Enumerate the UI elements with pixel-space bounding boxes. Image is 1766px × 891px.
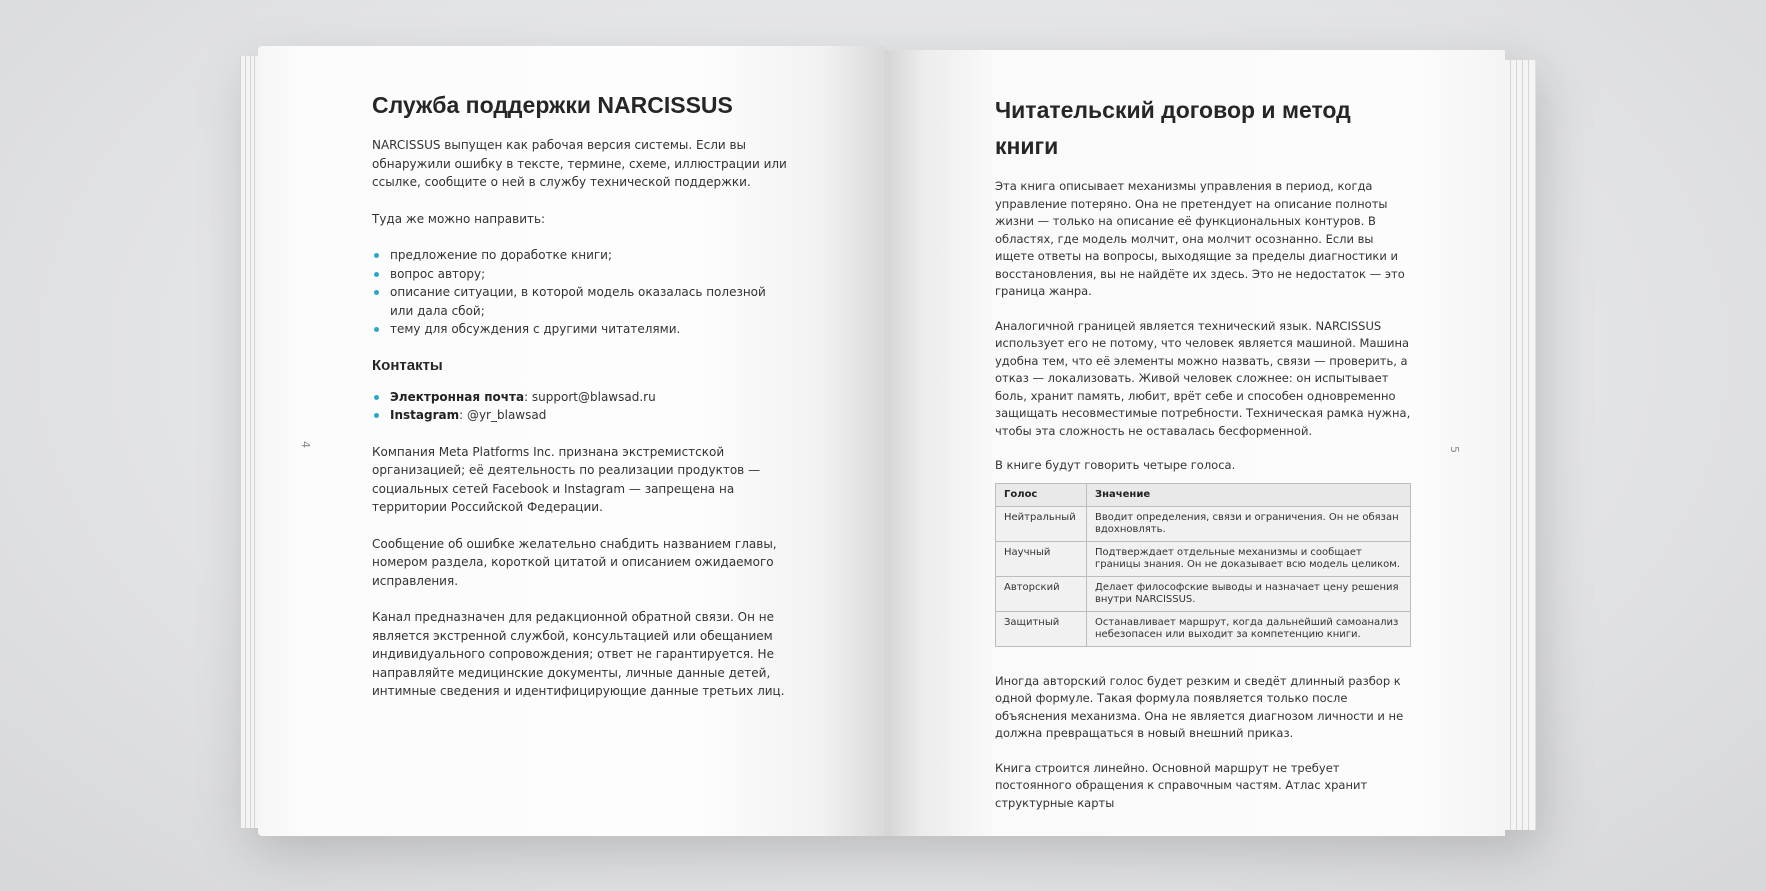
right-page-content <box>995 92 1415 829</box>
page-number: 5 <box>1448 446 1461 453</box>
list-item: описание ситуации, в которой модель оказалась полезной или дала сбой; <box>372 283 792 320</box>
table-cell-voice: Защитный <box>996 611 1087 646</box>
page-number: 4 <box>299 441 312 448</box>
left-page <box>258 46 885 836</box>
table-row <box>996 611 1411 646</box>
contact-instagram-label: Instagram <box>390 408 460 422</box>
table-cell-voice: Научный <box>996 541 1087 576</box>
table-row <box>996 576 1411 611</box>
list-item: вопрос автору; <box>372 265 792 284</box>
contact-instagram-value[interactable]: : @yr_blawsad <box>459 408 547 422</box>
right-page <box>885 50 1505 836</box>
table-header: Голос <box>996 483 1087 506</box>
contacts-heading: Контакты <box>372 356 443 374</box>
also-list <box>372 246 792 339</box>
table-row <box>996 506 1411 541</box>
page-title: Читательский договор и метод книги <box>995 97 1351 159</box>
contact-email <box>372 388 792 407</box>
voices-table <box>995 483 1411 647</box>
table-header-row <box>996 483 1411 506</box>
paragraph-2: Аналогичной границей является технический язык. NARCISSUS использует его не потому, что человек является машиной. Машина удобна тем, что её элементы можно назвать, связи — проверить, а отказ — локализовать. Живой человек сложнее: он испытывает боль, хранит память, любит, врёт себе и способен одновременно защищать несовместимые потребности. Техническая рамка нужна, чтобы эта сложность не оставалась бесформенной. <box>995 318 1411 438</box>
also-lead: Туда же можно направить: <box>372 211 546 226</box>
channel-note: Канал предназначен для редакционной обратной связи. Он не является экстренной службой, консультацией или обещанием индивидуального сопровождения; ответ не гарантируется. Не направляйте медицинские документы, личные данные детей, интимные сведения и идентифицирующие данные третьих лиц. <box>372 610 785 698</box>
left-page-edges <box>240 56 260 828</box>
table-cell-meaning: Вводит определения, связи и ограничения. Он не обязан вдохновлять. <box>1087 506 1411 541</box>
table-cell-meaning: Делает философские выводы и назначает цену решения внутри NARCISSUS. <box>1087 576 1411 611</box>
left-page-content <box>372 90 792 719</box>
meta-notice: Компания Meta Platforms Inc. признана экстремистской организацией; её деятельность по реализации продуктов — социальных сетей Facebook и Instagram — запрещена на территории Российской Федерации. <box>372 444 761 514</box>
right-page-edges <box>1500 60 1536 830</box>
paragraph-4: Книга строится линейно. Основной маршрут не требует постоянного обращения к справочным частям. Атлас хранит структурные карты <box>995 760 1368 810</box>
contact-instagram <box>372 406 792 425</box>
table-cell-voice: Авторский <box>996 576 1087 611</box>
contact-email-label: Электронная почта <box>390 389 525 404</box>
table-cell-voice: Нейтральный <box>996 506 1087 541</box>
intro-paragraph: NARCISSUS выпущен как рабочая версия системы. Если вы обнаружили ошибку в тексте, термине, схеме, иллюстрации или ссылке, сообщите о ней в службу технической поддержки. <box>372 138 787 189</box>
contact-email-value[interactable]: : support@blawsad.ru <box>524 389 656 404</box>
voices-lead: В книге будут говорить четыре голоса. <box>995 458 1236 472</box>
table-cell-meaning: Подтверждает отдельные механизмы и сообщает границы знания. Он не доказывает всю модель целиком. <box>1087 541 1411 576</box>
list-item: тему для обсуждения с другими читателями. <box>372 320 792 339</box>
paragraph-1: Эта книга описывает механизмы управления в период, когда управление потеряно. Она не претендует на описание полноты жизни — только на описание её функциональных контуров. В областях, где модель молчит, она молчит осознанно. Если вы ищете ответы на вопросы, выходящие за пределы диагностики и восстановления, вы не найдёте их здесь. Это не недостаток — это граница жанра. <box>995 179 1405 298</box>
table-header: Значение <box>1087 483 1411 506</box>
page-title: Служба поддержки NARCISSUS <box>372 92 733 118</box>
table-cell-meaning: Останавливает маршрут, когда дальнейший самоанализ небезопасен или выходит за компетенцию книги. <box>1087 611 1411 646</box>
error-hint: Сообщение об ошибке желательно снабдить названием главы, номером раздела, короткой цитатой и описанием ожидаемого исправления. <box>372 536 777 588</box>
contacts-list <box>372 388 792 425</box>
paragraph-3: Иногда авторский голос будет резким и сведёт длинный разбор к одной формуле. Такая формула появляется только после объяснения механизма. Она не является диагнозом личности и не должна превращаться в новый внешний приказ. <box>995 673 1404 740</box>
table-row <box>996 541 1411 576</box>
list-item: предложение по доработке книги; <box>372 246 792 265</box>
